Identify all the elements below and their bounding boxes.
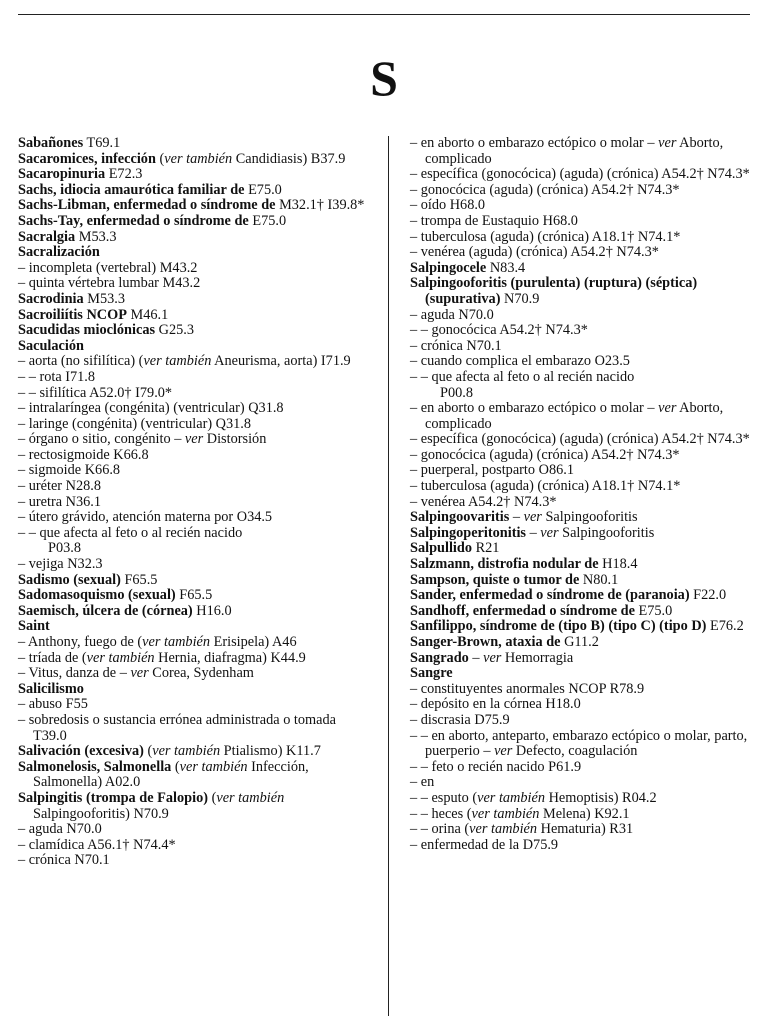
entry-text: M46.1 xyxy=(126,306,169,323)
entry-text: F22.0 xyxy=(689,587,727,604)
entry-text: – puerperal, postparto O86.1 xyxy=(410,462,574,479)
entry-text: – – heces ( xyxy=(410,805,472,822)
index-entry xyxy=(18,619,368,635)
entry-text: Sacrodinia xyxy=(18,290,84,307)
index-entry xyxy=(18,448,368,464)
entry-text: E75.0 xyxy=(244,181,282,198)
entry-text: ver también xyxy=(469,821,538,838)
entry-text: ver también xyxy=(216,789,285,806)
index-entry xyxy=(18,651,368,667)
entry-text: – – sifilítica A52.0† I79.0* xyxy=(18,384,173,401)
index-entry xyxy=(18,495,368,511)
index-entry xyxy=(410,791,750,807)
index-entry xyxy=(18,167,368,183)
index-entry xyxy=(18,308,368,324)
index-entry xyxy=(410,198,750,214)
entry-text: – clamídica A56.1† N74.4* xyxy=(18,836,176,853)
entry-text: E76.2 xyxy=(706,618,744,635)
entry-text: Corea, Sydenham xyxy=(148,665,254,682)
entry-text: Aborto, complicado xyxy=(425,135,724,167)
index-entry xyxy=(18,853,368,869)
entry-text: – aorta (no sifilítica) ( xyxy=(18,353,144,370)
entry-text: Salzmann, distrofia nodular de xyxy=(410,556,599,573)
index-entry xyxy=(410,276,750,307)
entry-text: Defecto, coagulación xyxy=(512,743,638,760)
entry-text: Salicilismo xyxy=(18,680,84,697)
entry-text: Ptialismo) K11.7 xyxy=(220,743,321,760)
index-entry xyxy=(410,573,750,589)
entry-text: F65.5 xyxy=(175,587,213,604)
index-entry xyxy=(18,152,368,168)
index-entry xyxy=(410,588,750,604)
entry-text: – venérea (aguda) (crónica) A54.2† N74.3* xyxy=(410,244,659,261)
entry-text: – – rota I71.8 xyxy=(18,368,96,385)
index-entry xyxy=(18,136,368,152)
index-entry xyxy=(410,838,750,854)
entry-text: Sacaropinuria xyxy=(18,166,106,183)
entry-text: – constituyentes anormales NCOP R78.9 xyxy=(410,680,645,697)
index-entry xyxy=(18,682,368,698)
entry-text: Salpingitis (trompa de Falopio) xyxy=(18,789,208,806)
entry-text: Salpingooforitis (purulenta) (ruptura) (séptica) (supurativa) xyxy=(410,275,698,307)
entry-text: – xyxy=(526,524,541,541)
entry-text: Sacralización xyxy=(18,244,100,261)
left-column xyxy=(18,136,368,869)
entry-text: N70.9 xyxy=(500,290,540,307)
index-entry xyxy=(18,292,368,308)
index-entry xyxy=(18,588,368,604)
entry-text: M32.1† I39.8* xyxy=(275,197,365,214)
entry-text: – – orina ( xyxy=(410,821,470,838)
entry-text: ver también xyxy=(179,758,248,775)
index-entry xyxy=(410,604,750,620)
entry-text: R21 xyxy=(472,540,500,557)
entry-text: ver xyxy=(494,743,513,760)
index-entry xyxy=(18,432,368,448)
index-entry xyxy=(18,261,368,277)
entry-text: – quinta vértebra lumbar M43.2 xyxy=(18,275,201,292)
index-entry xyxy=(410,651,750,667)
index-entry xyxy=(410,495,750,511)
entry-text: N83.4 xyxy=(486,259,526,276)
index-entry xyxy=(410,682,750,698)
index-entry xyxy=(410,370,750,386)
entry-text: P00.8 xyxy=(440,384,473,401)
index-entry xyxy=(18,323,368,339)
entry-text: M53.3 xyxy=(75,228,117,245)
entry-text: – en aborto o embarazo ectópico o molar – xyxy=(410,400,659,417)
entry-text: N80.1 xyxy=(579,571,619,588)
top-rule xyxy=(18,14,750,15)
index-entry xyxy=(18,510,368,526)
column-divider xyxy=(388,136,389,1016)
entry-text: Candidiasis) B37.9 xyxy=(232,150,346,167)
index-entry xyxy=(410,401,750,432)
entry-text: Distorsión xyxy=(203,431,267,448)
index-entry xyxy=(410,479,750,495)
entry-text: Saculación xyxy=(18,337,84,354)
entry-text: – incompleta (vertebral) M43.2 xyxy=(18,259,198,276)
index-entry xyxy=(410,463,750,479)
entry-text: Salpingooforitis xyxy=(541,509,638,526)
entry-text: H16.0 xyxy=(192,602,232,619)
entry-text: – aguda N70.0 xyxy=(410,306,494,323)
entry-text: Erisipela) A46 xyxy=(210,634,297,650)
entry-text: – xyxy=(509,509,524,526)
entry-text: – uréter N28.8 xyxy=(18,478,101,495)
entry-text: Hemoptisis) R04.2 xyxy=(545,789,657,806)
entry-text: Sanger-Brown, ataxia de xyxy=(410,634,561,650)
index-entry xyxy=(18,573,368,589)
index-entry xyxy=(410,432,750,448)
entry-text: Sangre xyxy=(410,665,453,682)
index-entry xyxy=(410,760,750,776)
entry-text: – oído H68.0 xyxy=(410,197,486,214)
index-entry xyxy=(410,822,750,838)
entry-text: Sadismo (sexual) xyxy=(18,571,121,588)
entry-text: ( xyxy=(208,789,217,806)
entry-text: – crónica N70.1 xyxy=(410,337,502,354)
entry-text: Sacralgia xyxy=(18,228,76,245)
entry-text: – abuso F55 xyxy=(18,696,88,713)
index-entry xyxy=(410,713,750,729)
entry-text: – sobredosis o sustancia errónea administrada o tomada T39.0 xyxy=(18,711,337,744)
entry-text: Sandhoff, enfermedad o síndrome de xyxy=(410,602,635,619)
right-column xyxy=(410,136,750,853)
index-entry xyxy=(18,386,368,402)
entry-text: H18.4 xyxy=(598,556,638,573)
entry-text: Sander, enfermedad o síndrome de (paranoia) xyxy=(410,587,690,604)
index-entry xyxy=(18,417,368,433)
entry-text: ver xyxy=(523,509,542,526)
entry-text: Sangrado xyxy=(410,649,469,666)
entry-text: Hernia, diafragma) K44.9 xyxy=(154,649,306,666)
entry-text: – útero grávido, atención materna por O34.5 xyxy=(18,509,273,526)
entry-text: – xyxy=(468,649,484,666)
entry-text: ( xyxy=(171,758,180,775)
index-entry xyxy=(18,526,368,542)
entry-text: F65.5 xyxy=(120,571,158,588)
index-entry xyxy=(410,354,750,370)
index-entry xyxy=(410,308,750,324)
entry-text: – – que afecta al feto o al recién nacido xyxy=(410,368,635,385)
entry-text: – intralaríngea (congénita) (ventricular) Q31.8 xyxy=(18,400,284,417)
entry-text: – tríada de ( xyxy=(18,649,87,666)
entry-text: ( xyxy=(155,150,165,167)
entry-text: Sacudidas mioclónicas xyxy=(18,322,156,339)
index-entry xyxy=(18,541,368,557)
entry-text: ver también xyxy=(86,649,155,666)
section-heading: S xyxy=(370,50,398,106)
index-entry xyxy=(410,386,750,402)
index-entry xyxy=(18,276,368,292)
entry-text: Melena) K92.1 xyxy=(539,805,630,822)
entry-text: ver también xyxy=(152,743,221,760)
index-entry xyxy=(410,697,750,713)
entry-text: Sabañones xyxy=(18,135,84,151)
entry-text: Sanfilippo, síndrome de (tipo B) (tipo C) (tipo D) xyxy=(410,618,707,635)
entry-text: ver xyxy=(130,665,149,682)
entry-text: M53.3 xyxy=(83,290,125,307)
index-entry xyxy=(410,666,750,682)
index-entry xyxy=(18,463,368,479)
entry-text: P03.8 xyxy=(48,540,81,557)
entry-text: ver xyxy=(184,431,204,448)
entry-text: – órgano o sitio, congénito – xyxy=(18,431,185,448)
index-entry xyxy=(410,510,750,526)
index-entry xyxy=(18,245,368,261)
entry-text: Saemisch, úlcera de (córnea) xyxy=(18,602,193,619)
entry-text: ver también xyxy=(164,150,233,167)
index-entry xyxy=(18,339,368,355)
entry-text: ( xyxy=(143,743,153,760)
entry-text: ver xyxy=(483,649,502,666)
index-entry xyxy=(18,760,368,791)
index-entry xyxy=(410,557,750,573)
entry-text: – en xyxy=(410,774,435,791)
index-entry xyxy=(18,635,368,651)
entry-text: – venérea A54.2† N74.3* xyxy=(410,493,557,510)
entry-text: – Vitus, danza de – xyxy=(18,665,131,682)
entry-text: – sigmoide K66.8 xyxy=(18,462,121,479)
entry-text: Sachs-Libman, enfermedad o síndrome de xyxy=(18,197,276,214)
index-entry xyxy=(18,744,368,760)
index-entry xyxy=(18,791,368,822)
entry-text: T69.1 xyxy=(83,135,121,151)
index-entry xyxy=(410,183,750,199)
entry-text: Hemorragia xyxy=(501,649,574,666)
entry-text: – Anthony, fuego de ( xyxy=(18,634,143,650)
entry-text: Sacroiliítis NCOP xyxy=(18,306,127,323)
index-entry xyxy=(410,635,750,651)
entry-text: ver xyxy=(540,524,559,541)
entry-text: Salpingocele xyxy=(410,259,487,276)
entry-text: G25.3 xyxy=(155,322,194,339)
entry-text: Salpingoperitonitis xyxy=(410,524,526,541)
index-entry xyxy=(18,479,368,495)
entry-text: ver también xyxy=(143,353,212,370)
index-entry xyxy=(410,729,750,760)
index-entry xyxy=(18,713,368,744)
entry-text: Salpullido xyxy=(410,540,472,557)
entry-text: – – esputo ( xyxy=(410,789,478,806)
index-entry xyxy=(410,245,750,261)
entry-text: ver también xyxy=(477,789,545,806)
entry-text: – – en aborto, anteparto, embarazo ectópico o molar, parto, puerperio – xyxy=(410,727,748,760)
index-entry xyxy=(18,697,368,713)
entry-text: Salpingoovaritis xyxy=(410,509,510,526)
entry-text: – depósito en la córnea H18.0 xyxy=(410,696,581,713)
entry-text: ver también xyxy=(471,805,540,822)
index-entry xyxy=(18,198,368,214)
entry-text: – cuando complica el embarazo O23.5 xyxy=(410,353,630,370)
entry-text: ver xyxy=(658,400,677,417)
entry-text: – específica (gonocócica) (aguda) (crónica) A54.2† N74.3* xyxy=(410,166,750,183)
index-entry xyxy=(410,323,750,339)
entry-text: – tuberculosa (aguda) (crónica) A18.1† N74.1* xyxy=(410,228,681,245)
entry-text: ver xyxy=(658,135,677,151)
entry-text: E72.3 xyxy=(105,166,143,183)
index-entry xyxy=(18,604,368,620)
index-entry xyxy=(18,183,368,199)
entry-text: Salivación (excesiva) xyxy=(18,743,144,760)
entry-text: – laringe (congénita) (ventricular) Q31.8 xyxy=(18,415,252,432)
entry-text: Aborto, complicado xyxy=(425,400,724,432)
entry-text: – enfermedad de la D75.9 xyxy=(410,836,559,853)
index-entry xyxy=(410,230,750,246)
index-entry xyxy=(18,822,368,838)
index-entry xyxy=(18,230,368,246)
entry-text: – gonocócica (aguda) (crónica) A54.2† N74.3* xyxy=(410,446,680,463)
entry-text: – – gonocócica A54.2† N74.3* xyxy=(410,322,588,339)
entry-text: – discrasia D75.9 xyxy=(410,711,510,728)
entry-text: E75.0 xyxy=(634,602,673,619)
entry-text: Sachs-Tay, enfermedad o síndrome de xyxy=(18,212,249,229)
entry-text: Sampson, quiste o tumor de xyxy=(410,571,580,588)
index-entry xyxy=(18,666,368,682)
index-entry xyxy=(410,261,750,277)
entry-text: Salpingooforitis) N70.9 xyxy=(33,805,169,822)
entry-text: – aguda N70.0 xyxy=(18,821,102,838)
entry-text: Sacaromices, infección xyxy=(18,150,156,167)
index-entry xyxy=(410,807,750,823)
entry-text: – tuberculosa (aguda) (crónica) A18.1† N74.1* xyxy=(410,478,681,495)
index-entry xyxy=(18,370,368,386)
entry-text: – vejiga N32.3 xyxy=(18,556,103,573)
entry-text: – en aborto o embarazo ectópico o molar – xyxy=(410,135,659,151)
entry-text: G11.2 xyxy=(560,634,599,650)
entry-text: Salpingooforitis xyxy=(558,524,655,541)
entry-text: – gonocócica (aguda) (crónica) A54.2† N74.3* xyxy=(410,181,680,198)
index-entry xyxy=(18,401,368,417)
index-entry xyxy=(410,526,750,542)
entry-text: E75.0 xyxy=(248,212,287,229)
entry-text: Sachs, idiocia amaurótica familiar de xyxy=(18,181,245,198)
entry-text: Aneurisma, aorta) I71.9 xyxy=(211,353,351,370)
entry-text: – trompa de Eustaquio H68.0 xyxy=(410,212,578,229)
entry-text: – – feto o recién nacido P61.9 xyxy=(410,758,582,775)
index-entry xyxy=(410,214,750,230)
entry-text: Saint xyxy=(18,618,50,635)
index-entry xyxy=(410,619,750,635)
index-entry xyxy=(410,541,750,557)
index-entry xyxy=(18,214,368,230)
entry-text: – uretra N36.1 xyxy=(18,493,101,510)
index-entry xyxy=(410,448,750,464)
index-entry xyxy=(18,354,368,370)
entry-text: – – que afecta al feto o al recién nacido xyxy=(18,524,243,541)
entry-text: Salmonelosis, Salmonella xyxy=(18,758,172,775)
entry-text: – rectosigmoide K66.8 xyxy=(18,446,149,463)
index-entry xyxy=(410,775,750,791)
entry-text: – específica (gonocócica) (aguda) (crónica) A54.2† N74.3* xyxy=(410,431,750,448)
entry-text: Infección, Salmonella) A02.0 xyxy=(33,758,309,791)
entry-text: – crónica N70.1 xyxy=(18,852,110,869)
entry-text: ver también xyxy=(142,634,211,650)
index-entry xyxy=(410,136,750,167)
index-entry xyxy=(18,838,368,854)
index-entry xyxy=(18,557,368,573)
entry-text: Hematuria) R31 xyxy=(537,821,634,838)
entry-text: Sadomasoquismo (sexual) xyxy=(18,587,176,604)
index-entry xyxy=(410,167,750,183)
index-entry xyxy=(410,339,750,355)
